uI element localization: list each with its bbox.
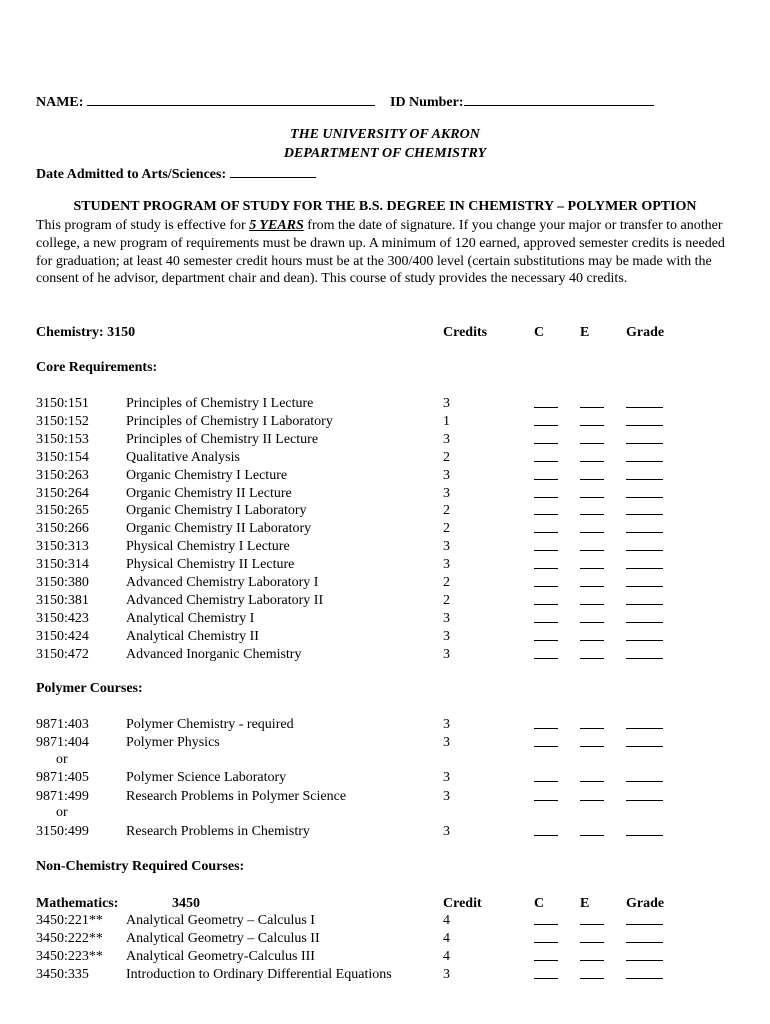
course-row <box>0 413 770 431</box>
course-row <box>0 930 770 948</box>
course-title: Analytical Chemistry II <box>126 628 259 644</box>
course-credits: 2 <box>443 503 450 519</box>
or-label: or <box>56 805 68 820</box>
course-code: 3150:313 <box>36 539 89 555</box>
course-title: Analytical Geometry – Calculus II <box>126 931 320 946</box>
course-row <box>0 556 770 574</box>
course-title: Principles of Chemistry I Laboratory <box>126 413 333 429</box>
course-title: Advanced Chemistry Laboratory I <box>126 575 319 590</box>
course-credits: 3 <box>443 610 450 626</box>
course-credits: 4 <box>443 931 450 946</box>
course-credits: 3 <box>443 717 450 732</box>
course-title: Analytical Geometry – Calculus I <box>126 913 315 928</box>
non-chemistry-heading: Non-Chemistry Required Courses: <box>36 859 245 874</box>
course-code: 3150:264 <box>36 485 89 501</box>
course-row <box>0 948 770 966</box>
course-row <box>0 502 770 520</box>
course-title: Analytical Chemistry I <box>126 610 255 626</box>
course-row <box>0 823 770 841</box>
course-credits: 3 <box>443 735 450 750</box>
or-label: or <box>56 752 68 767</box>
col-grade-header: Grade <box>626 896 665 911</box>
course-credits: 1 <box>443 413 450 429</box>
course-credits: 3 <box>443 396 450 411</box>
mathematics-code: 3450 <box>172 896 200 911</box>
name-input-line[interactable] <box>87 92 375 106</box>
course-title: Principles of Chemistry II Lecture <box>126 431 319 447</box>
id-number-field-label: ID Number: <box>390 92 654 111</box>
course-row <box>0 628 770 646</box>
course-title: Organic Chemistry I Lecture <box>126 467 288 483</box>
course-credits: 2 <box>443 592 450 608</box>
course-title: Introduction to Ordinary Differential Equations <box>126 967 392 982</box>
course-credits: 3 <box>443 770 450 785</box>
course-credits: 3 <box>443 557 450 573</box>
course-row <box>0 467 770 485</box>
course-credits: 4 <box>443 913 450 928</box>
mathematics-label: Mathematics: <box>36 896 119 911</box>
course-credits: 3 <box>443 789 450 804</box>
course-code: 3150:263 <box>36 467 89 483</box>
course-credits: 3 <box>443 824 450 839</box>
course-row <box>0 538 770 556</box>
program-description: This program of study is effective for 5 YEARS from the date of signature. If you change your major or transfer to another college, a new program of requirements must be drawn up. A minimum of 120 earned, approved semester credits is needed for graduation; at least 40 semester credit hours must be at the 300/400 level (certain substitutions may be made with the consent of he advisor, department chair and dean). This course of study provides the necessary 40 credits. <box>36 218 725 287</box>
course-credits: 4 <box>443 949 450 964</box>
course-title: Physical Chemistry II Lecture <box>126 557 295 573</box>
id-number-input-line[interactable] <box>464 92 654 106</box>
program-duration-emphasis: 5 YEARS <box>249 218 304 233</box>
course-title: Polymer Physics <box>126 735 220 750</box>
course-credits: 3 <box>443 967 450 982</box>
course-row <box>0 769 770 787</box>
course-code: 9871:499 <box>36 789 89 804</box>
date-admitted-label: Date Admitted to Arts/Sciences: <box>36 164 316 183</box>
course-code: 3150:151 <box>36 396 89 411</box>
date-admitted-input-line[interactable] <box>230 164 316 178</box>
mathematics-header-row <box>0 895 770 913</box>
course-code: 3450:222** <box>36 931 103 946</box>
course-code: 3150:499 <box>36 824 89 839</box>
course-code: 3150:152 <box>36 413 89 429</box>
course-title: Advanced Inorganic Chemistry <box>126 646 302 662</box>
course-credits: 3 <box>443 646 450 662</box>
col-grade-header: Grade <box>626 325 665 340</box>
program-title: STUDENT PROGRAM OF STUDY FOR THE B.S. DEGREE IN CHEMISTRY – POLYMER OPTION <box>73 199 697 214</box>
course-code: 3150:153 <box>36 431 89 447</box>
course-credits: 3 <box>443 467 450 483</box>
polymer-courses-heading: Polymer Courses: <box>36 681 143 696</box>
department-name: DEPARTMENT OF CHEMISTRY <box>283 146 487 161</box>
course-code: 3150:314 <box>36 557 89 573</box>
chemistry-header-row <box>0 324 770 342</box>
name-field-label: NAME: <box>36 92 375 111</box>
course-code: 3150:381 <box>36 592 89 608</box>
course-code: 3150:423 <box>36 610 89 626</box>
course-row <box>0 431 770 449</box>
course-code: 9871:405 <box>36 770 89 785</box>
course-code: 9871:404 <box>36 735 89 750</box>
course-credits: 2 <box>443 449 450 465</box>
course-code: 3150:266 <box>36 521 89 537</box>
course-credits: 3 <box>443 628 450 644</box>
course-row <box>0 734 770 752</box>
course-row <box>0 716 770 734</box>
course-code: 3150:154 <box>36 449 89 465</box>
course-title: Physical Chemistry I Lecture <box>126 539 290 555</box>
course-row <box>0 520 770 538</box>
course-title: Principles of Chemistry I Lecture <box>126 396 314 411</box>
course-row <box>0 610 770 628</box>
chemistry-label: Chemistry: 3150 <box>36 325 136 340</box>
course-row <box>0 574 770 592</box>
course-title: Organic Chemistry II Laboratory <box>126 521 312 537</box>
course-code: 3150:424 <box>36 628 89 644</box>
course-row <box>0 788 770 806</box>
core-requirements-heading: Core Requirements: <box>36 360 158 375</box>
col-credit-header: Credit <box>443 896 482 911</box>
course-title: Analytical Geometry-Calculus III <box>126 949 315 964</box>
course-code: 9871:403 <box>36 717 89 732</box>
course-row <box>0 485 770 503</box>
course-row <box>0 646 770 664</box>
course-credits: 3 <box>443 539 450 555</box>
course-code: 3150:472 <box>36 646 89 662</box>
course-title: Polymer Chemistry - required <box>126 717 294 732</box>
course-title: Advanced Chemistry Laboratory II <box>126 592 324 608</box>
col-e-header: E <box>580 325 590 340</box>
course-title: Research Problems in Chemistry <box>126 824 310 839</box>
course-credits: 2 <box>443 575 450 590</box>
course-code: 3450:221** <box>36 913 103 928</box>
course-code: 3450:335 <box>36 967 89 982</box>
course-title: Polymer Science Laboratory <box>126 770 287 785</box>
course-code: 3150:380 <box>36 575 89 590</box>
course-title: Organic Chemistry I Laboratory <box>126 503 307 519</box>
course-credits: 2 <box>443 521 450 537</box>
course-row <box>0 449 770 467</box>
col-e-header: E <box>580 896 590 911</box>
university-name: THE UNIVERSITY OF AKRON <box>290 127 480 142</box>
course-row <box>0 395 770 413</box>
course-row <box>0 912 770 930</box>
course-code: 3450:223** <box>36 949 103 964</box>
col-c-header: C <box>534 325 545 340</box>
course-credits: 3 <box>443 431 450 447</box>
course-row <box>0 966 770 984</box>
course-title: Qualitative Analysis <box>126 449 240 465</box>
col-credits-header: Credits <box>443 325 488 340</box>
course-title: Research Problems in Polymer Science <box>126 789 347 804</box>
col-c-header: C <box>534 896 545 911</box>
course-credits: 3 <box>443 485 450 501</box>
course-title: Organic Chemistry II Lecture <box>126 485 292 501</box>
course-row <box>0 592 770 610</box>
course-code: 3150:265 <box>36 503 89 519</box>
